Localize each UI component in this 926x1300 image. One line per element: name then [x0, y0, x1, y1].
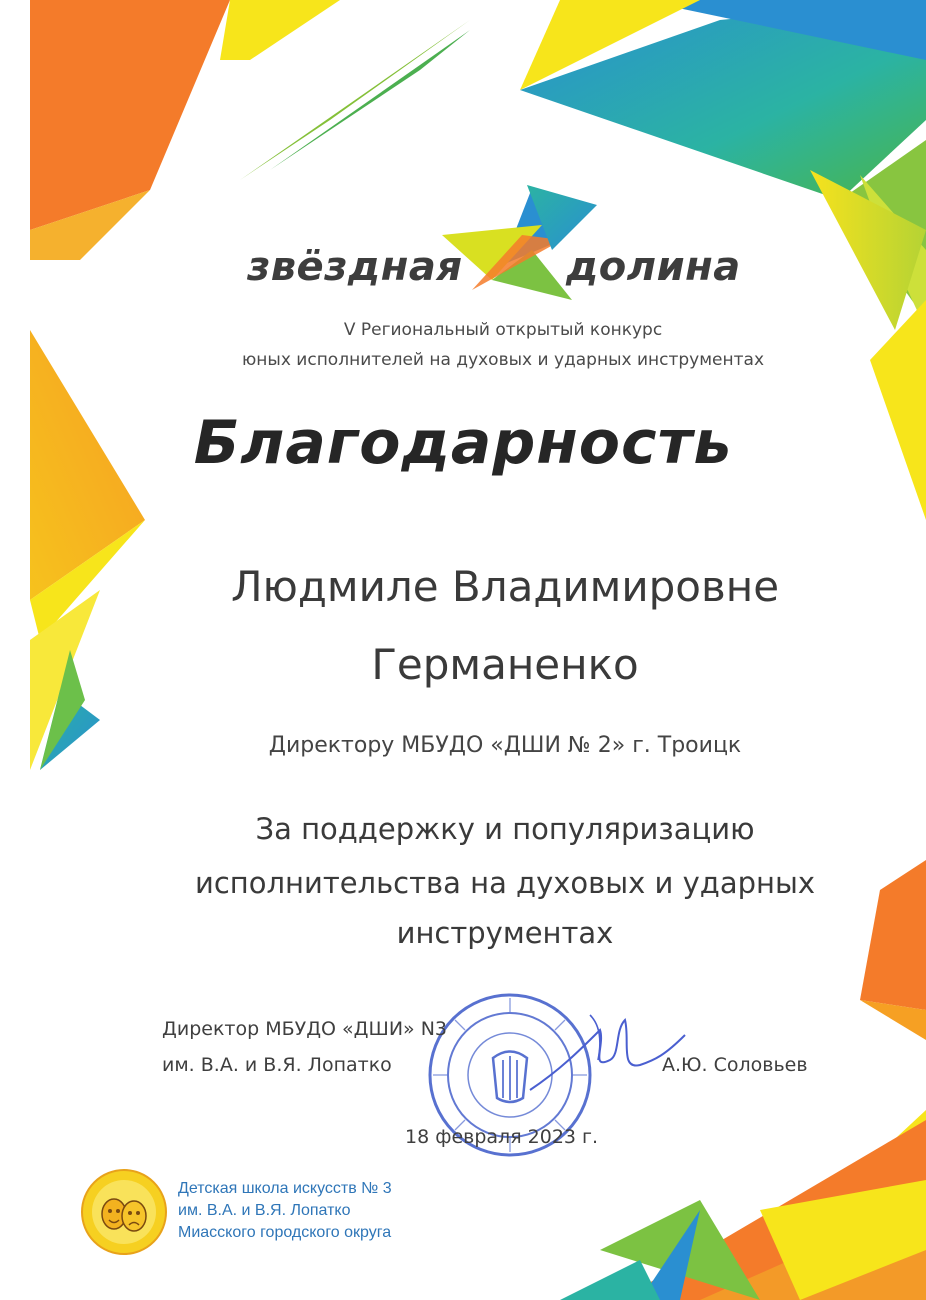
- competition-line-2: юных исполнителей на духовых и ударных инструментах: [241, 350, 765, 370]
- logo-word-right: долина: [566, 244, 741, 290]
- recipient-name-line-1: Людмиле Владимировне: [230, 562, 780, 611]
- school-name-line-1: Детская школа искусств № 3: [178, 1180, 392, 1197]
- reason-line-1: За поддержку и популяризацию: [255, 812, 755, 846]
- reason-line-2: исполнительства на духовых и ударных: [194, 866, 816, 900]
- recipient-position: Директору МБУДО «ДШИ № 2» г. Троицк: [268, 733, 742, 758]
- recipient-name-line-2: Германенко: [371, 640, 639, 689]
- certificate-title: Благодарность: [193, 408, 733, 478]
- school-name-line-3: Миасского городского округа: [178, 1224, 392, 1241]
- reason-line-3: инструментах: [396, 916, 614, 950]
- issue-date: 18 февраля 2023 г.: [405, 1126, 599, 1148]
- contest-logo: [0, 180, 926, 310]
- logo-word-left: звёздная: [247, 244, 463, 290]
- theater-masks-icon: [80, 1168, 168, 1256]
- signatory-name: А.Ю. Соловьев: [662, 1054, 808, 1076]
- signatory-title-line-2: им. В.А. и В.Я. Лопатко: [162, 1054, 392, 1076]
- signatory-title-line-1: Директор МБУДО «ДШИ» N3: [162, 1018, 448, 1040]
- school-name-line-2: им. В.А. и В.Я. Лопатко: [178, 1202, 351, 1219]
- competition-line-1: V Региональный открытый конкурс: [343, 320, 663, 340]
